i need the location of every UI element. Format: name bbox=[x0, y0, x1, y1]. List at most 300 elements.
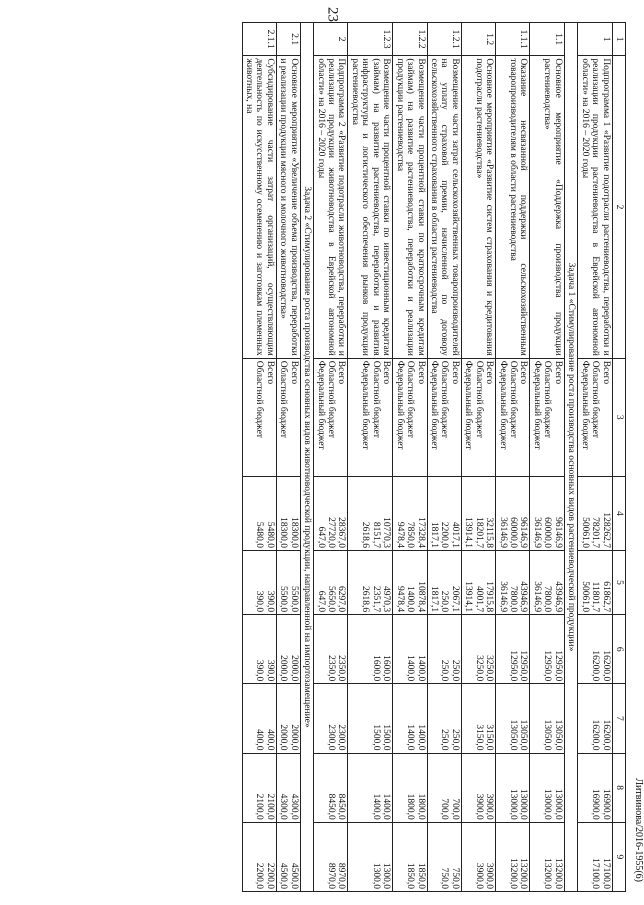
amount-value: 36146,9 bbox=[531, 517, 542, 549]
row-number: 1.1.1 bbox=[496, 23, 530, 56]
table-row bbox=[530, 23, 564, 892]
amount-value: 1400,0 bbox=[405, 585, 416, 613]
funding-source: Областной бюджет bbox=[278, 360, 289, 438]
amount-value: 250,0 bbox=[439, 729, 450, 751]
amount-cell bbox=[242, 684, 276, 753]
row-number: 2.1.1 bbox=[242, 23, 276, 56]
amount-value: 18201,7 bbox=[473, 517, 484, 549]
amount-value: 7850,0 bbox=[405, 521, 416, 549]
amount-value bbox=[579, 617, 589, 681]
amount-value bbox=[532, 617, 542, 681]
amount-value: 1400,0 bbox=[405, 655, 416, 682]
funding-source: Федеральный бюджет bbox=[579, 360, 590, 450]
amount-value bbox=[463, 825, 473, 889]
amount-value: 5480,0 bbox=[254, 521, 265, 549]
amount-value: 13000,0 bbox=[542, 788, 553, 820]
amount-value: 400,0 bbox=[254, 729, 265, 751]
amount-cell bbox=[530, 822, 564, 891]
amount-value: 7800,0 bbox=[508, 585, 519, 613]
amount-value: 5480,0 bbox=[264, 521, 275, 549]
amount-cell bbox=[276, 615, 300, 684]
amount-value: 390,0 bbox=[264, 590, 275, 613]
amount-value: 4017,1 bbox=[449, 521, 460, 549]
amount-value bbox=[315, 617, 325, 681]
header-cell: 5 bbox=[612, 551, 625, 615]
funding-source: Всего bbox=[288, 360, 299, 385]
amount-cell bbox=[393, 822, 427, 891]
amount-value: 2100,0 bbox=[254, 793, 265, 820]
funding-source: Всего bbox=[484, 360, 495, 385]
amount-value: 9478,4 bbox=[394, 585, 405, 613]
row-title: Возмещение части затрат сельскохозяйственных товаропроизводителей на уплату страховой премии, начисленной по договору сельскохозяйственного страхования в области растениеводства bbox=[427, 56, 461, 358]
amount-value bbox=[579, 686, 589, 750]
amount-value: 1817,1 bbox=[429, 585, 439, 613]
amount-value bbox=[394, 686, 404, 750]
funding-source: Всего bbox=[552, 360, 563, 385]
amount-value: 12950,0 bbox=[552, 650, 563, 682]
funding-source-cell bbox=[496, 358, 530, 476]
task-title: Задача 1 «Стимулирование роста производства основных видов растениеводческой продукции» bbox=[564, 23, 577, 892]
amount-value: 3250,0 bbox=[473, 655, 484, 682]
amount-value: 13200,0 bbox=[508, 858, 519, 889]
amount-cell bbox=[314, 551, 348, 615]
amount-cell bbox=[276, 822, 300, 891]
funding-source: Федеральный бюджет bbox=[394, 360, 405, 450]
amount-value: 13050,0 bbox=[508, 719, 519, 751]
funding-source-cell bbox=[276, 358, 300, 476]
amount-value: 2351,7 bbox=[370, 585, 381, 613]
header-row bbox=[612, 23, 625, 892]
amount-value: 17328,4 bbox=[415, 517, 426, 549]
amount-cell bbox=[530, 476, 564, 550]
funding-source-cell bbox=[530, 358, 564, 476]
row-title: Возмещение части процентной ставки по краткосрочным кредитам (займам) на развитие растениеводства, переработки и реализации продукции растениеводства bbox=[393, 56, 427, 358]
amount-cell bbox=[242, 822, 276, 891]
amount-cell bbox=[393, 684, 427, 753]
task-row bbox=[300, 23, 313, 892]
amount-value: 2067,1 bbox=[449, 585, 460, 613]
funding-source-cell bbox=[578, 358, 612, 476]
amount-value: 28367,0 bbox=[336, 517, 347, 549]
funding-source: Областной бюджет bbox=[508, 360, 519, 438]
amount-cell bbox=[276, 551, 300, 615]
row-title: Подпрограмма 2 «Развитие подотрасли животноводства, переработки и реализации продукции животноводства в Еврейской автономной области» на 2016 – 2020 годы bbox=[314, 56, 348, 358]
task-row bbox=[564, 23, 577, 892]
amount-value: 13000,0 bbox=[518, 788, 529, 820]
amount-value: 390,0 bbox=[254, 659, 265, 682]
amount-value: 4001,7 bbox=[473, 585, 484, 613]
amount-cell bbox=[578, 753, 612, 822]
amount-value: 17100,0 bbox=[600, 858, 611, 889]
amount-value: 96146,9 bbox=[552, 517, 563, 549]
amount-value: 13050,0 bbox=[518, 719, 529, 751]
amount-cell bbox=[461, 822, 495, 891]
funding-source-cell bbox=[314, 358, 348, 476]
amount-cell bbox=[427, 551, 461, 615]
table-row bbox=[314, 23, 348, 892]
amount-cell bbox=[427, 822, 461, 891]
amount-value: 2000,0 bbox=[278, 655, 289, 682]
amount-cell bbox=[348, 684, 393, 753]
amount-value: 4500,0 bbox=[288, 862, 299, 889]
funding-source: Федеральный бюджет bbox=[315, 360, 326, 450]
funding-source: Областной бюджет bbox=[326, 360, 337, 438]
amount-value: 400,0 bbox=[264, 729, 275, 751]
amount-value: 2200,0 bbox=[254, 862, 265, 889]
amount-value: 750,0 bbox=[439, 867, 450, 889]
amount-value: 1400,0 bbox=[405, 724, 416, 751]
amount-value: 700,0 bbox=[449, 798, 460, 820]
amount-cell bbox=[348, 476, 393, 550]
amount-value bbox=[360, 756, 370, 820]
amount-value bbox=[532, 756, 542, 820]
funding-source: Областной бюджет bbox=[473, 360, 484, 438]
table-row bbox=[276, 23, 300, 892]
funding-source: Всего bbox=[415, 360, 426, 385]
amount-value: 2000,0 bbox=[278, 724, 289, 751]
funding-source-cell bbox=[461, 358, 495, 476]
header-cell: 2 bbox=[612, 56, 625, 358]
header-cell: 4 bbox=[612, 476, 625, 550]
amount-value: 12950,0 bbox=[508, 650, 519, 682]
amount-value: 1800,0 bbox=[405, 793, 416, 820]
amount-value bbox=[497, 686, 507, 750]
amount-value: 13200,0 bbox=[518, 858, 529, 889]
amount-value: 250,0 bbox=[449, 729, 460, 751]
amount-value: 5500,0 bbox=[288, 585, 299, 613]
header-cell: 1 bbox=[612, 23, 625, 56]
amount-cell bbox=[242, 615, 276, 684]
amount-cell bbox=[461, 551, 495, 615]
row-title: Подпрограмма 1 «Развитие подотрасли растениеводства, переработки и реализации продукции растениеводства в Еврейской автономной области» на 2016 – 2020 годы bbox=[578, 56, 612, 358]
amount-value: 1400,0 bbox=[415, 724, 426, 751]
amount-cell bbox=[348, 822, 393, 891]
amount-value: 2100,0 bbox=[264, 793, 275, 820]
amount-cell bbox=[530, 615, 564, 684]
budget-table bbox=[242, 22, 626, 892]
amount-value: 1300,0 bbox=[370, 862, 381, 889]
amount-value: 3150,0 bbox=[473, 724, 484, 751]
amount-value: 4500,0 bbox=[278, 862, 289, 889]
amount-value: 3900,0 bbox=[484, 862, 495, 889]
amount-value: 2000,0 bbox=[288, 724, 299, 751]
footer-reference: Литвинова/2016-1955(6) bbox=[633, 778, 644, 882]
amount-cell bbox=[461, 615, 495, 684]
amount-cell bbox=[461, 476, 495, 550]
funding-source: Областной бюджет bbox=[254, 360, 265, 438]
amount-value: 3900,0 bbox=[473, 862, 484, 889]
amount-value bbox=[497, 825, 507, 889]
header-cell: 9 bbox=[612, 822, 625, 891]
amount-value: 750,0 bbox=[449, 867, 460, 889]
amount-value bbox=[360, 825, 370, 889]
amount-value: 1500,0 bbox=[370, 724, 381, 751]
amount-value: 2200,0 bbox=[439, 521, 450, 549]
amount-value: 13914,1 bbox=[463, 517, 474, 549]
amount-value: 4970,3 bbox=[381, 585, 392, 613]
amount-value: 7800,0 bbox=[542, 585, 553, 613]
funding-source-cell bbox=[242, 358, 276, 476]
amount-cell bbox=[496, 551, 530, 615]
amount-value: 128262,7 bbox=[600, 512, 611, 549]
table-row bbox=[393, 23, 427, 892]
amount-cell bbox=[496, 684, 530, 753]
amount-value: 16200,0 bbox=[590, 719, 601, 751]
amount-cell bbox=[393, 551, 427, 615]
row-number: 1.2 bbox=[461, 23, 495, 56]
table-row bbox=[461, 23, 495, 892]
amount-value: 250,0 bbox=[439, 590, 450, 613]
amount-value: 2350,0 bbox=[326, 655, 337, 682]
amount-value: 5650,0 bbox=[326, 585, 337, 613]
row-title: Субсидирование части затрат организаций, осуществляющим деятельность по искусственному осеменению и заготовкам племенных животных, на bbox=[242, 56, 276, 358]
amount-value: 13200,0 bbox=[552, 858, 563, 889]
funding-source: Всего bbox=[336, 360, 347, 385]
row-title: Основное мероприятие «Развитие систем страхования и кредитования подотрасли растениеводства» bbox=[461, 56, 495, 358]
amount-value bbox=[429, 686, 439, 750]
amount-cell bbox=[427, 476, 461, 550]
amount-value: 12950,0 bbox=[518, 650, 529, 682]
amount-value bbox=[579, 756, 589, 820]
amount-cell bbox=[578, 476, 612, 550]
amount-value: 16900,0 bbox=[600, 788, 611, 820]
amount-value: 32115,8 bbox=[484, 517, 495, 549]
amount-cell bbox=[530, 551, 564, 615]
amount-value: 3150,0 bbox=[484, 724, 495, 751]
amount-cell bbox=[314, 476, 348, 550]
amount-value: 13000,0 bbox=[552, 788, 563, 820]
amount-cell bbox=[578, 822, 612, 891]
amount-cell bbox=[348, 551, 393, 615]
funding-source: Всего bbox=[381, 360, 392, 385]
amount-cell bbox=[496, 476, 530, 550]
amount-value: 50061,0 bbox=[579, 581, 590, 613]
header-cell: 3 bbox=[612, 358, 625, 476]
row-title: Основное мероприятие «Поддержка производства продукции растениеводства» bbox=[530, 56, 564, 358]
row-title: Оказание несвязанной поддержки сельскохозяйственным товаропроизводителям в области растениеводства bbox=[496, 56, 530, 358]
amount-cell bbox=[393, 476, 427, 550]
amount-value: 17915,8 bbox=[484, 581, 495, 613]
amount-value bbox=[360, 617, 370, 681]
amount-value: 16200,0 bbox=[600, 719, 611, 751]
funding-source: Федеральный бюджет bbox=[463, 360, 474, 450]
funding-source: Всего bbox=[600, 360, 611, 385]
header-cell: 7 bbox=[612, 684, 625, 753]
amount-cell bbox=[276, 476, 300, 550]
amount-value: 13050,0 bbox=[542, 719, 553, 751]
amount-cell bbox=[578, 684, 612, 753]
amount-cell bbox=[530, 684, 564, 753]
amount-value: 13050,0 bbox=[552, 719, 563, 751]
amount-cell bbox=[530, 753, 564, 822]
amount-value: 18300,0 bbox=[288, 517, 299, 549]
page-number: 23 bbox=[324, 7, 341, 22]
amount-value bbox=[532, 686, 542, 750]
amount-cell bbox=[348, 753, 393, 822]
funding-source-cell bbox=[393, 358, 427, 476]
funding-source: Всего bbox=[518, 360, 529, 385]
amount-value: 1400,0 bbox=[381, 793, 392, 820]
row-number: 1.1 bbox=[530, 23, 564, 56]
amount-cell bbox=[427, 684, 461, 753]
amount-cell bbox=[427, 753, 461, 822]
amount-value bbox=[394, 617, 404, 681]
amount-value: 60000,0 bbox=[542, 517, 553, 549]
amount-value bbox=[429, 756, 439, 820]
amount-cell bbox=[496, 753, 530, 822]
funding-source-cell bbox=[427, 358, 461, 476]
amount-value bbox=[497, 617, 507, 681]
funding-source: Областной бюджет bbox=[439, 360, 450, 438]
header-cell: 6 bbox=[612, 615, 625, 684]
amount-cell bbox=[461, 753, 495, 822]
row-number: 2.1 bbox=[276, 23, 300, 56]
amount-value: 50061,0 bbox=[579, 517, 590, 549]
amount-value bbox=[315, 686, 325, 750]
amount-value: 647,0 bbox=[315, 590, 326, 613]
amount-value: 647,0 bbox=[315, 526, 326, 549]
amount-cell bbox=[393, 753, 427, 822]
table-row bbox=[427, 23, 461, 892]
amount-value bbox=[579, 825, 589, 889]
funding-source: Федеральный бюджет bbox=[429, 360, 439, 450]
row-number: 1.2.2 bbox=[393, 23, 427, 56]
amount-value: 43946,9 bbox=[552, 581, 563, 613]
funding-source: Федеральный бюджет bbox=[497, 360, 508, 450]
amount-value: 250,0 bbox=[439, 659, 450, 682]
amount-value: 2350,0 bbox=[336, 655, 347, 682]
amount-value: 8151,7 bbox=[370, 521, 381, 549]
amount-value bbox=[394, 756, 404, 820]
amount-value: 5500,0 bbox=[278, 585, 289, 613]
amount-value: 250,0 bbox=[449, 659, 460, 682]
amount-value: 1400,0 bbox=[415, 655, 426, 682]
amount-value: 4300,0 bbox=[288, 793, 299, 820]
amount-cell bbox=[496, 615, 530, 684]
amount-value: 78201,7 bbox=[590, 517, 601, 549]
task-title: Задача 2 «Стимулирование роста производства основных видов животноводческой продукции, направленной на импортозамещение» bbox=[300, 23, 313, 892]
table-row bbox=[496, 23, 530, 892]
funding-source: Всего bbox=[449, 360, 460, 385]
amount-value: 1300,0 bbox=[381, 862, 392, 889]
amount-value: 13200,0 bbox=[542, 858, 553, 889]
amount-value: 1600,0 bbox=[381, 655, 392, 682]
amount-cell bbox=[242, 476, 276, 550]
amount-value: 10770,3 bbox=[381, 517, 392, 549]
amount-value: 4300,0 bbox=[278, 793, 289, 820]
amount-cell bbox=[276, 684, 300, 753]
funding-source: Всего bbox=[264, 360, 275, 385]
amount-value: 16200,0 bbox=[600, 650, 611, 682]
row-number: 2 bbox=[314, 23, 348, 56]
amount-value: 2200,0 bbox=[264, 862, 275, 889]
amount-value bbox=[463, 617, 473, 681]
rotated-page bbox=[106, 22, 644, 892]
amount-cell bbox=[242, 551, 276, 615]
amount-value: 8970,0 bbox=[336, 862, 347, 889]
funding-source: Областной бюджет bbox=[590, 360, 601, 438]
amount-cell bbox=[393, 615, 427, 684]
header-cell: 8 bbox=[612, 753, 625, 822]
amount-value bbox=[394, 825, 404, 889]
amount-cell bbox=[496, 822, 530, 891]
amount-cell bbox=[276, 753, 300, 822]
funding-source-cell bbox=[348, 358, 393, 476]
amount-value: 2300,0 bbox=[326, 724, 337, 751]
amount-value: 8970,0 bbox=[326, 862, 337, 889]
amount-value bbox=[497, 756, 507, 820]
amount-value: 12950,0 bbox=[542, 650, 553, 682]
amount-value bbox=[429, 825, 439, 889]
amount-value: 1500,0 bbox=[381, 724, 392, 751]
amount-value: 1800,0 bbox=[415, 793, 426, 820]
amount-value bbox=[429, 617, 439, 681]
funding-source: Федеральный бюджет bbox=[531, 360, 542, 450]
amount-value: 2618,6 bbox=[360, 585, 371, 613]
row-title: Основное мероприятие «Увеличение объема производства, переработки и реализации продукции мясного и молочного животноводства» bbox=[276, 56, 300, 358]
amount-value bbox=[463, 756, 473, 820]
amount-value: 16900,0 bbox=[590, 788, 601, 820]
amount-value: 13914,1 bbox=[463, 581, 474, 613]
amount-value bbox=[360, 686, 370, 750]
amount-value: 36146,9 bbox=[531, 581, 542, 613]
amount-value: 96146,9 bbox=[518, 517, 529, 549]
amount-value bbox=[315, 825, 325, 889]
amount-value: 9478,4 bbox=[394, 521, 405, 549]
amount-value: 36146,9 bbox=[497, 581, 508, 613]
row-number: 1.2.3 bbox=[348, 23, 393, 56]
amount-value: 18300,0 bbox=[278, 517, 289, 549]
amount-value: 1817,1 bbox=[429, 521, 439, 549]
amount-cell bbox=[348, 615, 393, 684]
amount-value: 60000,0 bbox=[508, 517, 519, 549]
amount-value: 36146,9 bbox=[497, 517, 508, 549]
amount-value: 2618,6 bbox=[360, 521, 371, 549]
amount-value: 3900,0 bbox=[473, 793, 484, 820]
amount-cell bbox=[461, 684, 495, 753]
amount-value bbox=[463, 686, 473, 750]
amount-value: 1850,0 bbox=[405, 862, 416, 889]
amount-cell bbox=[242, 753, 276, 822]
amount-value: 3250,0 bbox=[484, 655, 495, 682]
row-number: 1 bbox=[578, 23, 612, 56]
amount-value: 2000,0 bbox=[288, 655, 299, 682]
amount-cell bbox=[578, 551, 612, 615]
amount-value: 3900,0 bbox=[484, 793, 495, 820]
table-row bbox=[578, 23, 612, 892]
amount-value: 2300,0 bbox=[336, 724, 347, 751]
amount-value: 390,0 bbox=[254, 590, 265, 613]
amount-value: 1850,0 bbox=[415, 862, 426, 889]
amount-value bbox=[315, 756, 325, 820]
row-title: Возмещение части процентной ставки по инвестиционным кредитам (займам) на развитие растениеводства, переработки и развития инфраструктуры и логистического обеспечения рынков продукции растениеводства bbox=[348, 56, 393, 358]
amount-value: 16200,0 bbox=[590, 650, 601, 682]
amount-cell bbox=[427, 615, 461, 684]
amount-value: 1400,0 bbox=[370, 793, 381, 820]
table-row bbox=[242, 23, 276, 892]
amount-value: 700,0 bbox=[439, 798, 450, 820]
table-row bbox=[348, 23, 393, 892]
amount-value: 6297,0 bbox=[336, 585, 347, 613]
amount-value: 10878,4 bbox=[415, 581, 426, 613]
funding-source: Федеральный бюджет bbox=[360, 360, 371, 450]
amount-value: 8450,0 bbox=[336, 793, 347, 820]
amount-value: 13000,0 bbox=[508, 788, 519, 820]
amount-cell bbox=[314, 684, 348, 753]
funding-source: Областной бюджет bbox=[405, 360, 416, 438]
amount-value: 61862,7 bbox=[600, 581, 611, 613]
amount-cell bbox=[314, 822, 348, 891]
